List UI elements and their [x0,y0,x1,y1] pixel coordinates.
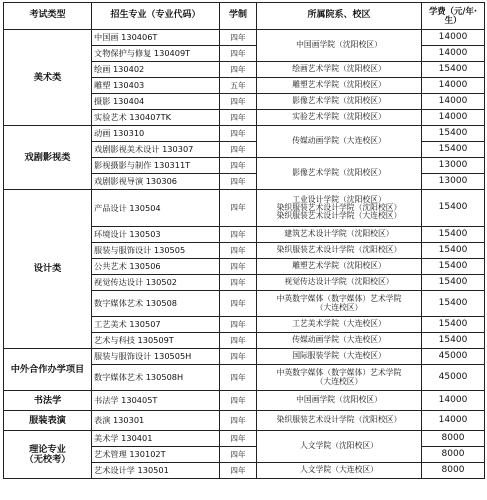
fee-cell: 15400 [422,126,485,142]
college-cell: 雕塑艺术学院（沈阳校区） [257,259,422,275]
table-row [4,349,485,365]
major-cell: 戏剧影视美术设计 130307 [92,142,220,158]
table-row [4,431,485,447]
years-cell: 四年 [220,94,257,110]
header-row [4,3,485,30]
college-line: （大连校区） [315,376,363,386]
category-drama: 戏剧影视类 [4,126,92,190]
college-cell: 中国画学院（沈阳校区） [257,391,422,411]
major-cell: 文物保护与修复 130409T [92,46,220,62]
college-cell: 视觉传达设计学院（沈阳校区） [257,275,422,291]
fee-cell: 15400 [422,317,485,333]
table-row [4,190,485,227]
fee-cell: 13000 [422,158,485,174]
fee-cell: 14000 [422,110,485,126]
years-cell: 四年 [220,463,257,479]
category-theory [4,431,92,479]
years-cell: 四年 [220,126,257,142]
fee-cell: 8000 [422,447,485,463]
major-cell: 中国画 130406T [92,30,220,46]
college-cell: 人文学院（大连校区） [257,463,422,479]
years-cell: 四年 [220,447,257,463]
college-cell: 实验艺术学院（沈阳校区） [257,110,422,126]
fee-cell: 13000 [422,174,485,190]
table-row [4,411,485,431]
years-cell: 五年 [220,78,257,94]
category-art: 美术类 [4,30,92,126]
category-theory-line: 理论专业 [29,443,66,455]
fee-cell: 15400 [422,227,485,243]
college-cell [257,365,422,391]
major-cell: 环境设计 130503 [92,227,220,243]
major-cell: 公共艺术 130506 [92,259,220,275]
header-fee: 学费（元/年·生） [422,3,485,30]
years-cell: 四年 [220,349,257,365]
major-cell: 绘画 130402 [92,62,220,78]
table-row [4,126,485,142]
college-cell: 雕塑艺术学院（沈阳校区） [257,78,422,94]
header-major: 招生专业（专业代码） [92,3,220,30]
major-cell: 动画 130310 [92,126,220,142]
major-cell: 雕塑 130403 [92,78,220,94]
college-cell [257,190,422,227]
years-cell: 四年 [220,391,257,411]
header-college: 所属院系、校区 [257,3,422,30]
years-cell: 四年 [220,259,257,275]
years-cell: 四年 [220,110,257,126]
major-cell: 产品设计 130504 [92,190,220,227]
fee-cell: 15400 [422,259,485,275]
years-cell: 四年 [220,158,257,174]
fee-cell: 14000 [422,30,485,46]
years-cell: 四年 [220,190,257,227]
years-cell: 四年 [220,46,257,62]
college-line: 中英数字媒体（数字媒体）艺术学院 [276,368,402,378]
college-line: 染织服装艺术设计学院（沈阳校区） [276,202,402,212]
major-cell: 影视摄影与制作 130311T [92,158,220,174]
years-cell: 四年 [220,317,257,333]
tuition-table [3,2,485,479]
college-cell: 影像艺术学院（沈阳校区） [257,94,422,110]
major-cell: 表演 130301 [92,411,220,431]
college-cell: 中国画学院（沈阳校区） [257,30,422,62]
college-cell: 影像艺术学院（沈阳校区） [257,158,422,190]
major-cell: 艺术管理 130102T [92,447,220,463]
category-coop: 中外合作办学项目 [4,349,92,391]
college-cell: 染织服装艺术设计学院（沈阳校区） [257,243,422,259]
major-cell: 服装与服饰设计 130505H [92,349,220,365]
fee-cell: 45000 [422,349,485,365]
fee-cell: 15400 [422,142,485,158]
years-cell: 四年 [220,411,257,431]
major-cell: 服装与服饰设计 130505 [92,243,220,259]
header-years: 学制 [220,3,257,30]
major-cell: 工艺美术 130507 [92,317,220,333]
college-line: 中英数字媒体（数字媒体）艺术学院 [276,294,402,304]
years-cell: 四年 [220,365,257,391]
college-cell: 国际服装学院（大连校区） [257,349,422,365]
major-cell: 数字媒体艺术 130508H [92,365,220,391]
fee-cell: 14000 [422,391,485,411]
years-cell: 四年 [220,227,257,243]
fee-cell: 14000 [422,46,485,62]
years-cell: 四年 [220,243,257,259]
college-cell: 染织服装艺术设计学院（沈阳校区） [257,411,422,431]
fee-cell: 15400 [422,243,485,259]
major-cell: 视觉传达设计 130502 [92,275,220,291]
years-cell: 四年 [220,291,257,317]
fee-cell: 15400 [422,62,485,78]
fee-cell: 45000 [422,365,485,391]
years-cell: 四年 [220,333,257,349]
fee-cell: 15400 [422,291,485,317]
major-cell: 数字媒体艺术 130508 [92,291,220,317]
category-design: 设计类 [4,190,92,349]
college-cell: 传媒动画学院（大连校区） [257,126,422,158]
fee-cell: 14000 [422,94,485,110]
major-cell: 艺术设计学 130501 [92,463,220,479]
college-cell: 建筑艺术设计学院（沈阳校区） [257,227,422,243]
years-cell: 四年 [220,30,257,46]
category-calligraphy: 书法学 [4,391,92,411]
header-exam-type: 考试类型 [4,3,92,30]
major-cell: 艺术与科技 130509T [92,333,220,349]
fee-cell: 15400 [422,190,485,227]
major-cell: 戏剧影视导演 130306 [92,174,220,190]
college-cell: 传媒动画学院（大连校区） [257,333,422,349]
years-cell: 四年 [220,142,257,158]
table-row [4,30,485,46]
category-perform: 服装表演 [4,411,92,431]
major-cell: 美术学 130401 [92,431,220,447]
major-cell: 书法学 130405T [92,391,220,411]
college-line: 工业设计学院（沈阳校区） [292,194,386,204]
college-cell: 绘画艺术学院（沈阳校区） [257,62,422,78]
college-cell [257,291,422,317]
major-cell: 摄影 130404 [92,94,220,110]
fee-cell: 15400 [422,333,485,349]
years-cell: 四年 [220,431,257,447]
fee-cell: 8000 [422,431,485,447]
fee-cell: 8000 [422,463,485,479]
fee-cell: 14000 [422,411,485,431]
category-theory-line: （无校考） [24,453,71,465]
college-line: （大连校区） [315,302,363,312]
college-cell: 人文学院（沈阳校区） [257,431,422,463]
years-cell: 四年 [220,275,257,291]
table-row [4,391,485,411]
major-cell: 实验艺术 130407TK [92,110,220,126]
years-cell: 四年 [220,174,257,190]
years-cell: 四年 [220,62,257,78]
college-cell: 工艺美术学院（大连校区） [257,317,422,333]
college-line: 染织服装艺术设计学院（大连校区） [276,211,402,221]
fee-cell: 14000 [422,78,485,94]
fee-cell: 15400 [422,275,485,291]
